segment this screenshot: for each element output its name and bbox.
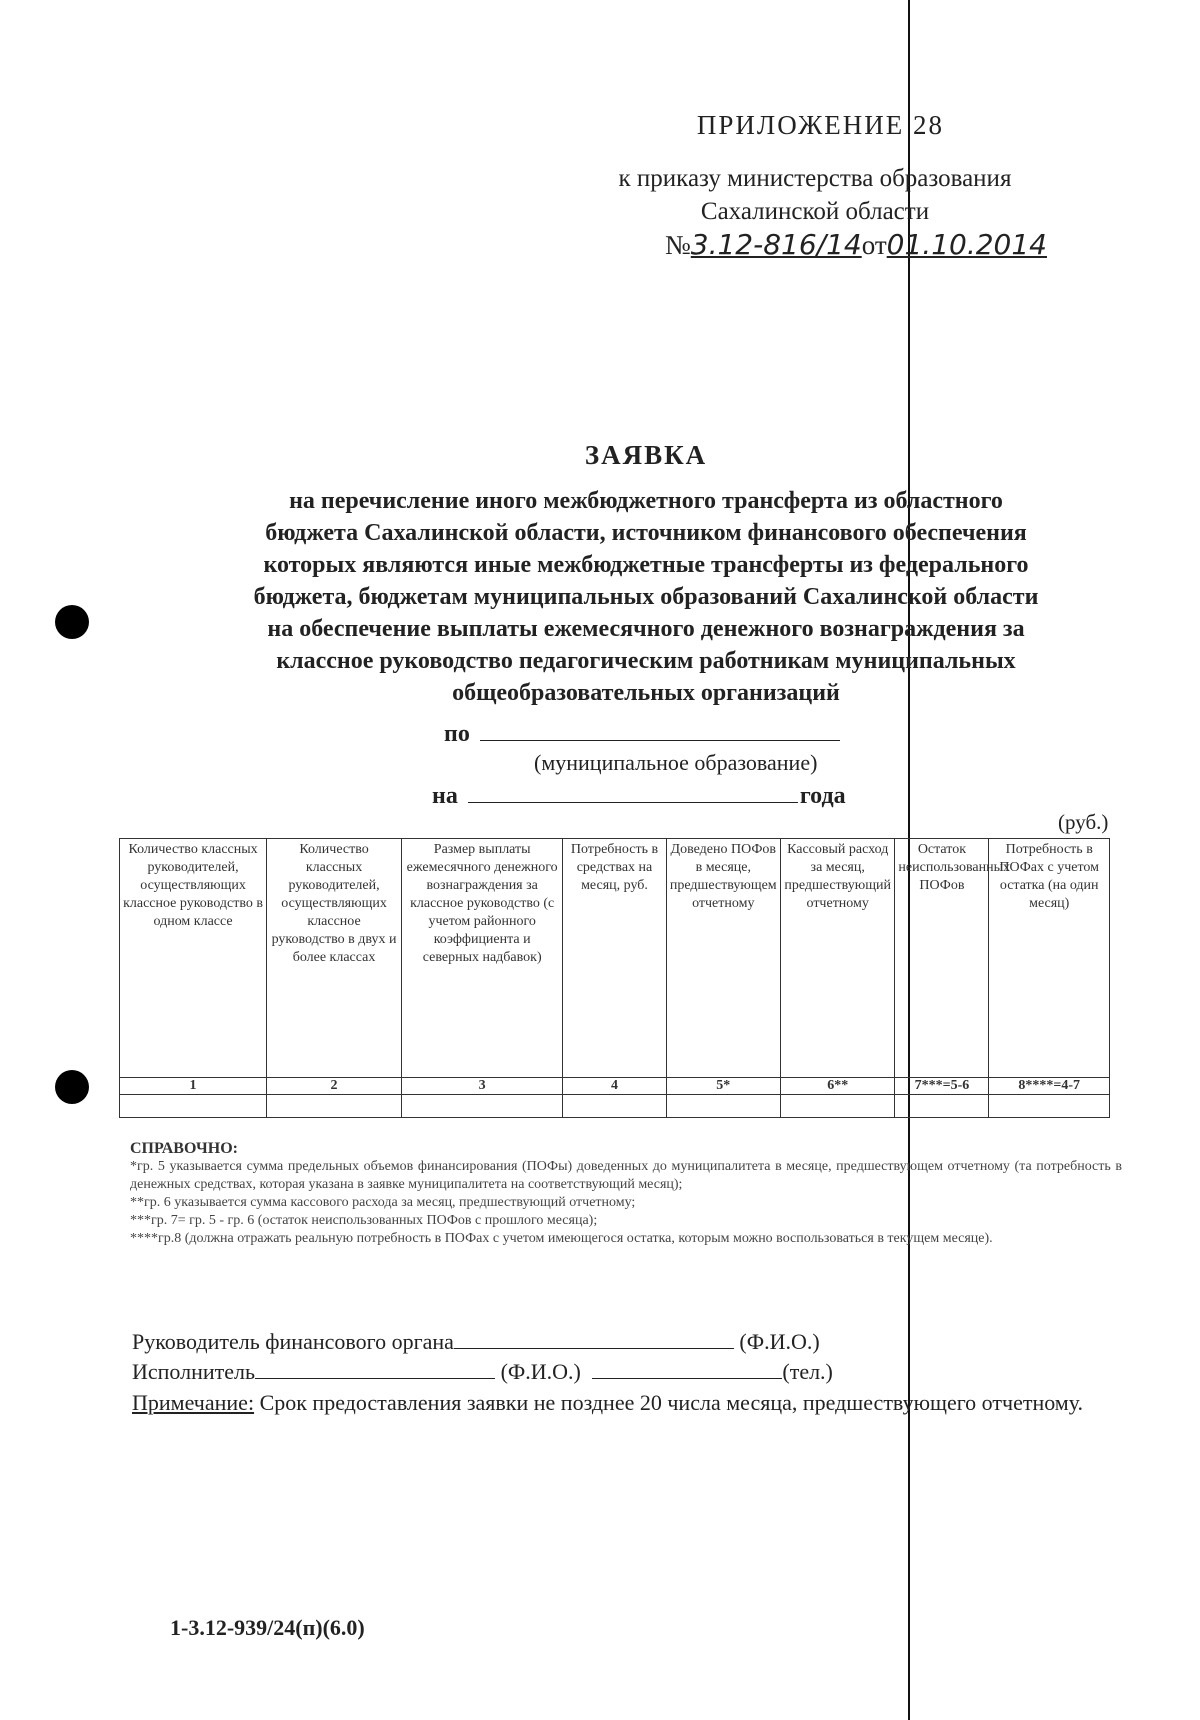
- note-label: Примечание:: [132, 1390, 255, 1415]
- note-line: ***гр. 7= гр. 5 - гр. 6 (остаток неиспользованных ПОФов с прошлого месяца);: [130, 1213, 598, 1228]
- header-cell: Потребность в средствах на месяц, руб.: [563, 839, 666, 1078]
- municipality-blank[interactable]: [480, 718, 840, 741]
- header-cell: Количество классных руководителей, осуществляющих классное руководство в двух и более классах: [267, 839, 402, 1078]
- column-number: 1: [120, 1078, 267, 1095]
- year-line: на года: [432, 780, 846, 810]
- data-cell[interactable]: [989, 1095, 1110, 1118]
- header-cell: Кассовый расход за месяц, предшествующий отчетному: [781, 839, 895, 1078]
- order-date: 01.10.2014: [886, 228, 1047, 261]
- table-number-row: [120, 1078, 1110, 1095]
- header-cell: Доведено ПОФов в месяце, предшествующем отчетному: [666, 839, 780, 1078]
- reference-notes: [130, 1140, 1122, 1248]
- column-number: 7***=5-6: [895, 1078, 989, 1095]
- header-cell: Потребность в ПОФах с учетом остатка (на один месяц): [989, 839, 1110, 1078]
- note-line: *гр. 5 указывается сумма предельных объемов финансирования (ПОФы) доведенных до муниципалитета в месяце, предшествующем отчетному (та потребность в денежных средствах, которая указана в заявке муниципалитета на соответствующий месяц);: [130, 1159, 1122, 1192]
- punch-hole: [55, 1070, 89, 1104]
- table-data-row: [120, 1095, 1110, 1118]
- order-reference: к приказу министерства образования Сахалинской области: [618, 165, 1012, 225]
- column-number: 6**: [781, 1078, 895, 1095]
- data-cell[interactable]: [401, 1095, 562, 1118]
- note-text: Срок предоставления заявки не позднее 20 числа месяца, предшествующего отчетному.: [254, 1390, 1084, 1415]
- punch-hole: [55, 605, 89, 639]
- municipality-line: по: [444, 718, 840, 748]
- finance-head-blank[interactable]: [454, 1328, 734, 1349]
- data-cell[interactable]: [895, 1095, 989, 1118]
- column-number: 2: [267, 1078, 402, 1095]
- request-table: [119, 838, 1110, 1118]
- data-cell[interactable]: [563, 1095, 666, 1118]
- column-number: 8****=4-7: [989, 1078, 1110, 1095]
- column-number: 3: [401, 1078, 562, 1095]
- notes-heading: СПРАВОЧНО:: [130, 1140, 238, 1157]
- executor-signature-line: Исполнитель (Ф.И.О.) (тел.): [132, 1359, 833, 1384]
- data-cell[interactable]: [781, 1095, 895, 1118]
- header-cell: Количество классных руководителей, осуществляющих классное руководство в одном классе: [120, 839, 267, 1078]
- appendix-label: ПРИЛОЖЕНИЕ 28: [696, 110, 944, 140]
- phone-blank[interactable]: [592, 1358, 782, 1379]
- currency-unit: (руб.): [1058, 810, 1109, 834]
- data-cell[interactable]: [666, 1095, 780, 1118]
- column-number: 5*: [666, 1078, 780, 1095]
- finance-head-signature-line: Руководитель финансового органа (Ф.И.О.): [132, 1329, 820, 1354]
- executor-blank[interactable]: [255, 1358, 495, 1379]
- note-line: **гр. 6 указывается сумма кассового расхода за месяц, предшествующий отчетному;: [130, 1195, 636, 1210]
- document-title: ЗАЯВКА: [584, 440, 708, 470]
- data-cell[interactable]: [120, 1095, 267, 1118]
- data-cell[interactable]: [267, 1095, 402, 1118]
- table-header-row: [120, 839, 1110, 1078]
- note-line: ****гр.8 (должна отражать реальную потребность в ПОФах с учетом имеющегося остатка, которым можно воспользоваться в текущем месяце).: [130, 1231, 993, 1246]
- document-subtitle: на перечисление иного межбюджетного трансферта из областного бюджета Сахалинской области, источником финансового обеспечения которых являются иные межбюджетные трансферты из федерального бюджета, бюджетам муниципальных образований Сахалинской области на обеспечение выплаты ежемесячного денежного вознаграждения за классное руководство педагогическим работникам муниципальных общеобразовательных организаций: [253, 488, 1039, 706]
- header-cell: Остаток неиспользованных ПОФов: [895, 839, 989, 1078]
- submission-note: [132, 1388, 1122, 1418]
- municipality-caption: (муниципальное образование): [534, 750, 818, 775]
- year-blank[interactable]: [468, 780, 798, 803]
- order-number-line: №3.12-816/14от01.10.2014: [665, 228, 1047, 261]
- column-number: 4: [563, 1078, 666, 1095]
- order-number: 3.12-816/14: [690, 228, 862, 261]
- header-cell: Размер выплаты ежемесячного денежного вознаграждения за классное руководство (с учетом районного коэффициента и северных надбавок): [401, 839, 562, 1078]
- document-code: 1-3.12-939/24(п)(6.0): [170, 1615, 365, 1640]
